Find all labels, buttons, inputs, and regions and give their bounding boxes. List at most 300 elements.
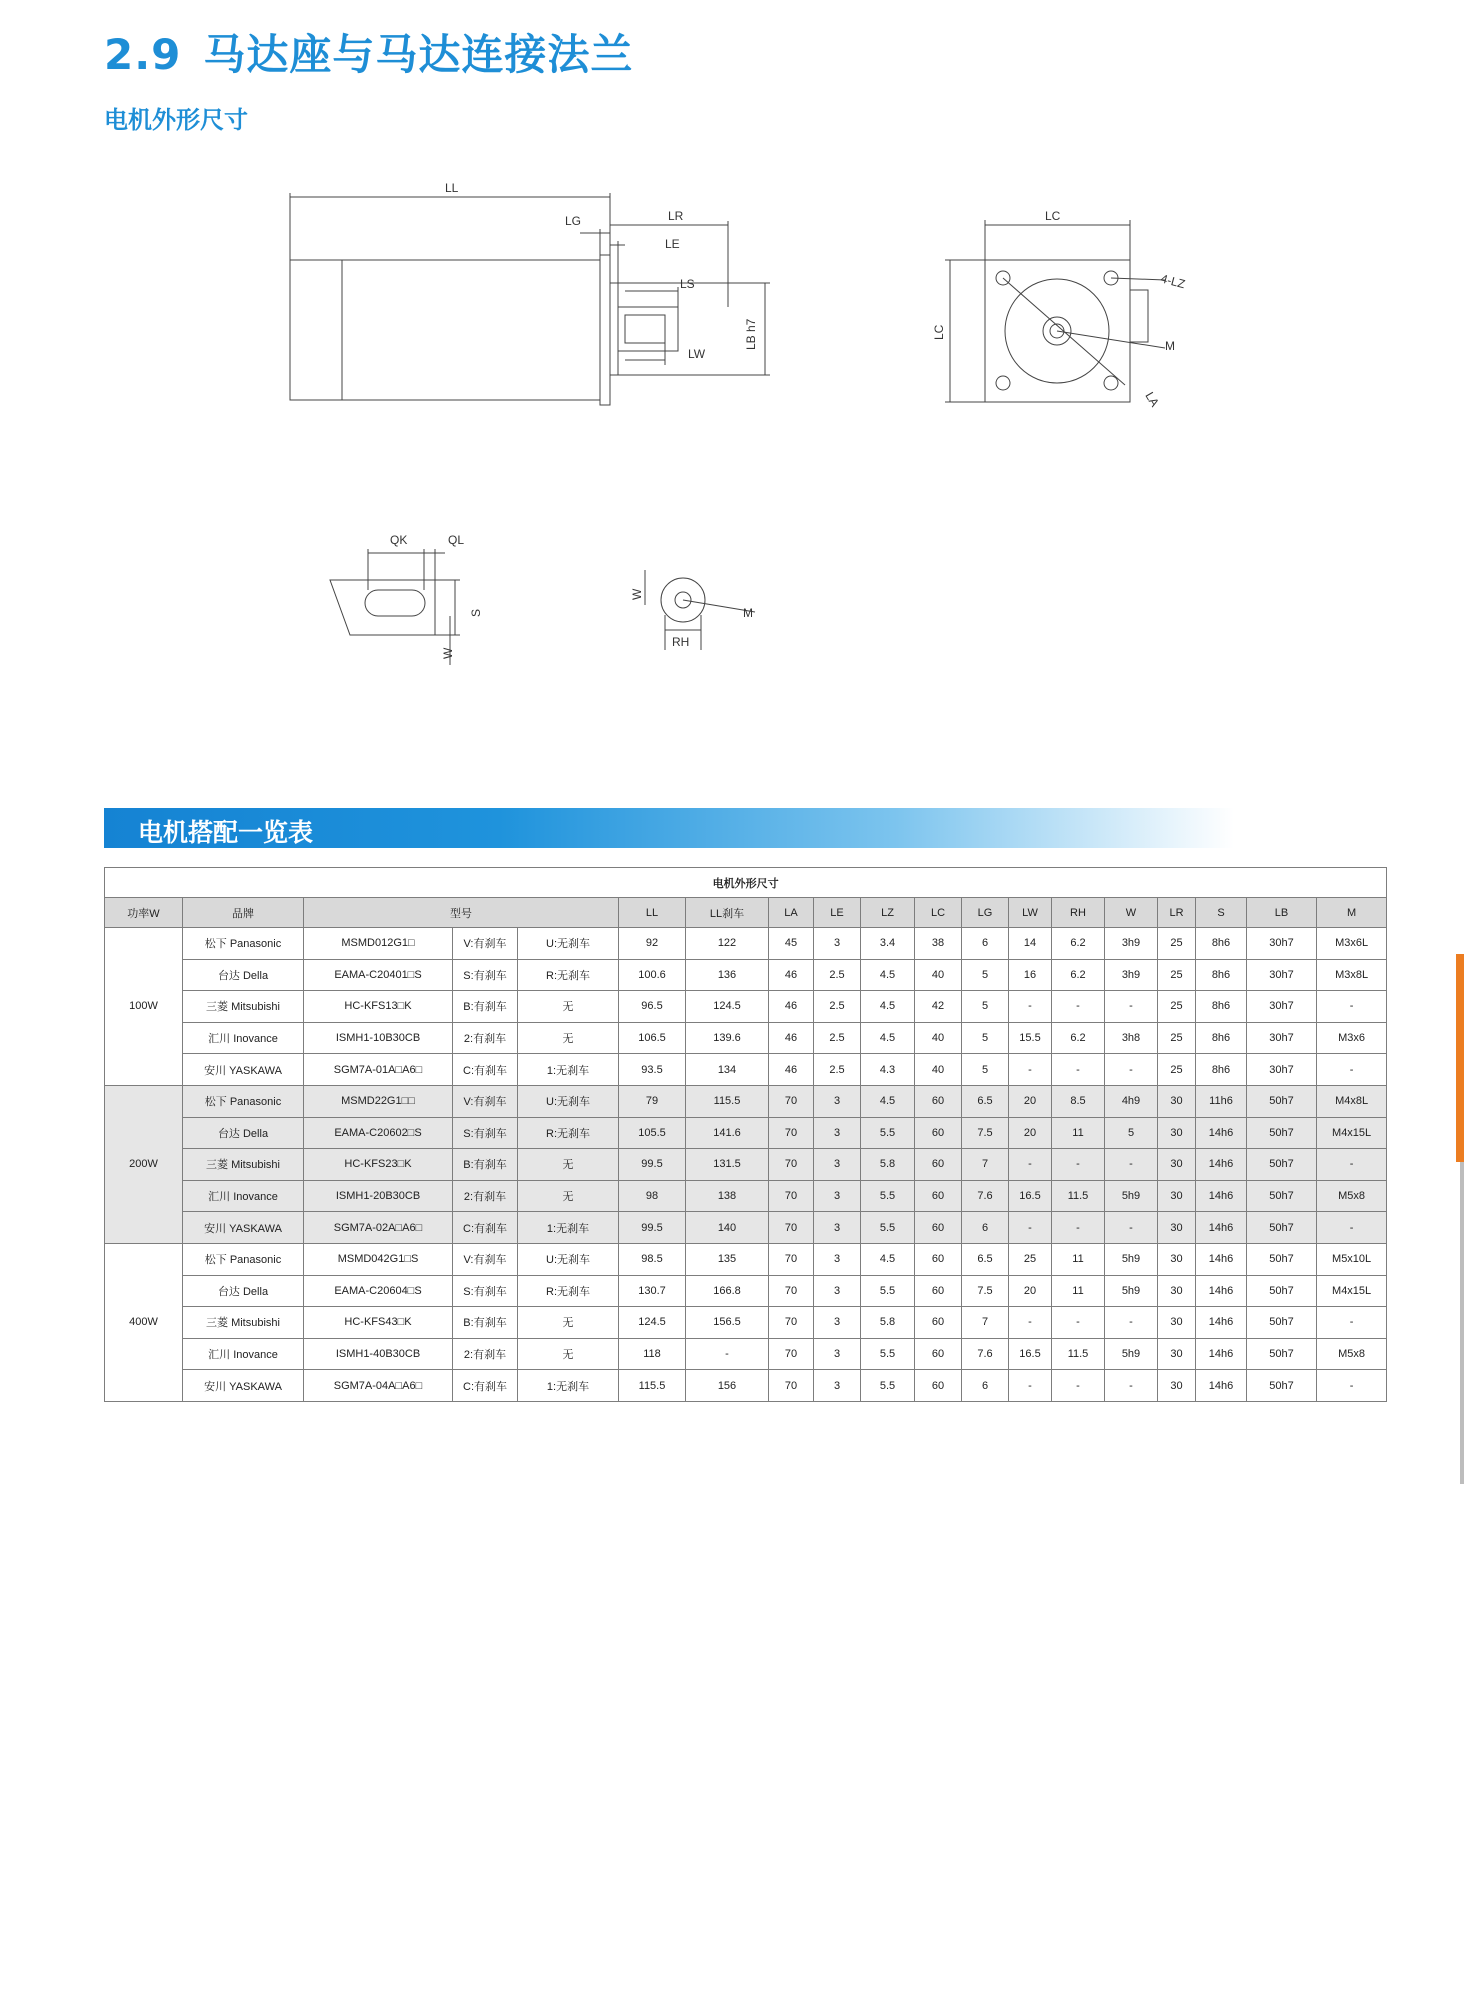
model-cell: MSMD012G1□: [304, 928, 453, 960]
table-header-row: [105, 898, 1387, 928]
table-cell: -: [1105, 1212, 1158, 1244]
page-title: [104, 22, 633, 82]
table-cell: -: [1052, 1054, 1105, 1086]
table-cell: 105.5: [619, 1117, 686, 1149]
table-cell: 70: [769, 1275, 814, 1307]
table-cell: 139.6: [686, 1022, 769, 1054]
model-cell: ISMH1-10B30CB: [304, 1022, 453, 1054]
table-cell: 14h6: [1196, 1117, 1247, 1149]
table-row: [105, 1212, 1387, 1244]
table-cell: 1:无刹车: [518, 1054, 619, 1086]
table-cell: -: [1317, 1054, 1387, 1086]
table-cell: 70: [769, 1180, 814, 1212]
column-header: 功率W: [105, 898, 183, 928]
brand-cell: 台达 Della: [183, 1275, 304, 1307]
table-cell: -: [1009, 1307, 1052, 1339]
table-cell: 70: [769, 1085, 814, 1117]
model-cell: ISMH1-20B30CB: [304, 1180, 453, 1212]
table-caption: 电机外形尺寸: [105, 868, 1387, 898]
table-cell: 14h6: [1196, 1243, 1247, 1275]
table-row: [105, 1149, 1387, 1181]
table-cell: 60: [915, 1370, 962, 1402]
table-cell: 11: [1052, 1117, 1105, 1149]
table-cell: 8.5: [1052, 1085, 1105, 1117]
table-cell: 3: [814, 1307, 861, 1339]
brand-cell: 安川 YASKAWA: [183, 1054, 304, 1086]
table-cell: 7.6: [962, 1338, 1009, 1370]
table-cell: 124.5: [619, 1307, 686, 1339]
column-header: LA: [769, 898, 814, 928]
table-cell: U:无刹车: [518, 928, 619, 960]
brand-cell: 汇川 Inovance: [183, 1338, 304, 1370]
table-cell: 3: [814, 1338, 861, 1370]
dim-4-LZ: 4-LZ: [1159, 271, 1187, 292]
table-cell: 156.5: [686, 1307, 769, 1339]
table-cell: 60: [915, 1307, 962, 1339]
table-cell: 5: [1105, 1117, 1158, 1149]
table-cell: C:有刹车: [453, 1212, 518, 1244]
table-cell: 30: [1158, 1117, 1196, 1149]
table-cell: -: [1105, 1149, 1158, 1181]
title-text: 马达座与马达连接法兰: [203, 30, 634, 79]
table-cell: 5.5: [861, 1117, 915, 1149]
table-cell: 3: [814, 1212, 861, 1244]
table-cell: 2.5: [814, 1022, 861, 1054]
table-cell: 1:无刹车: [518, 1212, 619, 1244]
table-cell: 30h7: [1247, 1054, 1317, 1086]
power-cell: 200W: [105, 1085, 183, 1243]
table-cell: 96.5: [619, 991, 686, 1023]
table-cell: M3x6: [1317, 1022, 1387, 1054]
table-cell: M5x8: [1317, 1180, 1387, 1212]
dim-LC-side: LC: [932, 324, 946, 340]
table-cell: 无: [518, 1338, 619, 1370]
brand-cell: 三菱 Mitsubishi: [183, 991, 304, 1023]
table-cell: 3: [814, 1370, 861, 1402]
table-cell: R:无刹车: [518, 959, 619, 991]
table-cell: 3: [814, 1085, 861, 1117]
table-cell: 4.5: [861, 959, 915, 991]
section-number: 2.9: [104, 30, 182, 79]
dim-LR: LR: [668, 209, 684, 223]
column-header: 型号: [304, 898, 619, 928]
shaft-end-view-drawing: [615, 560, 765, 660]
table-cell: 3h9: [1105, 928, 1158, 960]
table-cell: 46: [769, 1054, 814, 1086]
table-cell: 138: [686, 1180, 769, 1212]
table-cell: 14h6: [1196, 1370, 1247, 1402]
table-cell: 131.5: [686, 1149, 769, 1181]
table-cell: 6: [962, 928, 1009, 960]
table-cell: 135: [686, 1243, 769, 1275]
dim-LC-top: LC: [1045, 209, 1061, 223]
table-cell: 7.5: [962, 1117, 1009, 1149]
dim-LA: LA: [1142, 389, 1162, 410]
table-cell: 30h7: [1247, 928, 1317, 960]
table-row: [105, 1338, 1387, 1370]
table-cell: 30h7: [1247, 1022, 1317, 1054]
power-group: [105, 1085, 1387, 1243]
table-cell: -: [1105, 991, 1158, 1023]
table-cell: 166.8: [686, 1275, 769, 1307]
table-cell: 93.5: [619, 1054, 686, 1086]
column-header: M: [1317, 898, 1387, 928]
column-header: LW: [1009, 898, 1052, 928]
table-row: [105, 959, 1387, 991]
column-header: RH: [1052, 898, 1105, 928]
table-cell: 50h7: [1247, 1307, 1317, 1339]
dim-LG: LG: [565, 214, 582, 228]
table-cell: 92: [619, 928, 686, 960]
motor-side-view-drawing: [280, 175, 780, 410]
dim-S: S: [469, 608, 483, 617]
column-header: 品牌: [183, 898, 304, 928]
table-cell: 70: [769, 1117, 814, 1149]
table-row: [105, 1117, 1387, 1149]
table-cell: 50h7: [1247, 1149, 1317, 1181]
table-cell: 11.5: [1052, 1180, 1105, 1212]
table-cell: B:有刹车: [453, 1149, 518, 1181]
table-cell: -: [1317, 1212, 1387, 1244]
power-cell: 100W: [105, 928, 183, 1086]
table-cell: 25: [1158, 928, 1196, 960]
table-cell: 106.5: [619, 1022, 686, 1054]
table-cell: S:有刹车: [453, 1275, 518, 1307]
table-cell: 3: [814, 1275, 861, 1307]
table-cell: -: [1009, 1149, 1052, 1181]
table-cell: 20: [1009, 1275, 1052, 1307]
table-cell: -: [1052, 1212, 1105, 1244]
table-cell: 无: [518, 1307, 619, 1339]
table-cell: 42: [915, 991, 962, 1023]
shaft-key-view-drawing: [320, 525, 520, 665]
table-cell: 6.5: [962, 1085, 1009, 1117]
table-cell: 无: [518, 1022, 619, 1054]
table-cell: 14h6: [1196, 1180, 1247, 1212]
table-row: [105, 1054, 1387, 1086]
table-cell: -: [1105, 1307, 1158, 1339]
table-cell: 46: [769, 959, 814, 991]
table-cell: -: [686, 1338, 769, 1370]
table-row: [105, 1085, 1387, 1117]
table-cell: 16.5: [1009, 1338, 1052, 1370]
section-header-bar: [104, 808, 1234, 848]
table-cell: 5h9: [1105, 1275, 1158, 1307]
table-cell: 50h7: [1247, 1338, 1317, 1370]
column-header: LC: [915, 898, 962, 928]
table-cell: 122: [686, 928, 769, 960]
table-cell: 50h7: [1247, 1212, 1317, 1244]
table-cell: 11h6: [1196, 1085, 1247, 1117]
column-header: LG: [962, 898, 1009, 928]
table-cell: 3: [814, 1180, 861, 1212]
table-cell: 60: [915, 1275, 962, 1307]
table-cell: 7.6: [962, 1180, 1009, 1212]
table-row: [105, 1022, 1387, 1054]
table-cell: 4.3: [861, 1054, 915, 1086]
motor-front-view-drawing: [920, 200, 1210, 415]
table-cell: 124.5: [686, 991, 769, 1023]
table-cell: 30: [1158, 1243, 1196, 1275]
table-cell: 5: [962, 959, 1009, 991]
table-cell: 25: [1009, 1243, 1052, 1275]
model-cell: SGM7A-02A□A6□: [304, 1212, 453, 1244]
table-cell: 6.2: [1052, 1022, 1105, 1054]
table-cell: 140: [686, 1212, 769, 1244]
table-cell: M4x15L: [1317, 1275, 1387, 1307]
table-cell: 30: [1158, 1180, 1196, 1212]
table-cell: 30: [1158, 1370, 1196, 1402]
table-cell: 2.5: [814, 1054, 861, 1086]
table-cell: 141.6: [686, 1117, 769, 1149]
dim-LE: LE: [665, 237, 680, 251]
table-cell: 3: [814, 928, 861, 960]
table-cell: 40: [915, 1022, 962, 1054]
table-cell: 无: [518, 991, 619, 1023]
table-cell: 5.5: [861, 1275, 915, 1307]
table-cell: 30h7: [1247, 959, 1317, 991]
table-cell: M4x15L: [1317, 1117, 1387, 1149]
table-cell: -: [1052, 991, 1105, 1023]
table-cell: 156: [686, 1370, 769, 1402]
brand-cell: 安川 YASKAWA: [183, 1370, 304, 1402]
table-cell: 70: [769, 1212, 814, 1244]
table-cell: 30: [1158, 1275, 1196, 1307]
table-cell: 25: [1158, 1022, 1196, 1054]
table-cell: 99.5: [619, 1149, 686, 1181]
table-cell: 130.7: [619, 1275, 686, 1307]
table-cell: V:有刹车: [453, 928, 518, 960]
table-row: [105, 1243, 1387, 1275]
table-cell: 6.2: [1052, 959, 1105, 991]
table-cell: 3h8: [1105, 1022, 1158, 1054]
table-cell: 60: [915, 1180, 962, 1212]
table-cell: 1:无刹车: [518, 1370, 619, 1402]
table-cell: 118: [619, 1338, 686, 1370]
model-cell: EAMA-C20401□S: [304, 959, 453, 991]
column-header: LZ: [861, 898, 915, 928]
brand-cell: 安川 YASKAWA: [183, 1212, 304, 1244]
table-cell: -: [1317, 1149, 1387, 1181]
side-edge-line: [1460, 1162, 1464, 1484]
dim-QL: QL: [448, 533, 465, 547]
section-header-title: 电机搭配一览表: [138, 818, 314, 847]
table-cell: 20: [1009, 1117, 1052, 1149]
table-row: [105, 991, 1387, 1023]
table-cell: 60: [915, 1243, 962, 1275]
table-cell: 70: [769, 1370, 814, 1402]
table-cell: 60: [915, 1117, 962, 1149]
table-cell: 60: [915, 1085, 962, 1117]
table-cell: 70: [769, 1149, 814, 1181]
table-cell: 50h7: [1247, 1243, 1317, 1275]
table-cell: 7: [962, 1307, 1009, 1339]
table-cell: 70: [769, 1243, 814, 1275]
brand-cell: 汇川 Inovance: [183, 1180, 304, 1212]
table-cell: 14: [1009, 928, 1052, 960]
table-cell: 50h7: [1247, 1117, 1317, 1149]
column-header: LR: [1158, 898, 1196, 928]
table-cell: 16: [1009, 959, 1052, 991]
table-cell: 5h9: [1105, 1243, 1158, 1275]
table-cell: 3: [814, 1243, 861, 1275]
table-cell: 5h9: [1105, 1180, 1158, 1212]
table-cell: 11: [1052, 1243, 1105, 1275]
table-cell: 50h7: [1247, 1275, 1317, 1307]
table-cell: 2:有刹车: [453, 1180, 518, 1212]
table-row: [105, 1180, 1387, 1212]
brand-cell: 台达 Della: [183, 1117, 304, 1149]
page-subtitle: 电机外形尺寸: [104, 106, 248, 134]
dim-W-end: W: [630, 588, 644, 600]
table-cell: 46: [769, 991, 814, 1023]
table-cell: 无: [518, 1180, 619, 1212]
table-row: [105, 928, 1387, 960]
brand-cell: 松下 Panasonic: [183, 928, 304, 960]
model-cell: HC-KFS13□K: [304, 991, 453, 1023]
column-header: LB: [1247, 898, 1317, 928]
table-row: [105, 1275, 1387, 1307]
table-cell: M4x8L: [1317, 1085, 1387, 1117]
table-cell: 134: [686, 1054, 769, 1086]
table-cell: -: [1052, 1307, 1105, 1339]
table-cell: 70: [769, 1307, 814, 1339]
motor-spec-table: [104, 867, 1387, 1402]
table-cell: 7.5: [962, 1275, 1009, 1307]
model-cell: MSMD042G1□S: [304, 1243, 453, 1275]
table-cell: -: [1317, 1307, 1387, 1339]
table-cell: 100.6: [619, 959, 686, 991]
table-cell: 5.5: [861, 1370, 915, 1402]
dim-LS: LS: [680, 277, 695, 291]
table-cell: 8h6: [1196, 1022, 1247, 1054]
table-cell: 3: [814, 1117, 861, 1149]
table-cell: 6.5: [962, 1243, 1009, 1275]
table-cell: 4.5: [861, 1022, 915, 1054]
table-cell: -: [1317, 991, 1387, 1023]
table-cell: U:无刹车: [518, 1085, 619, 1117]
side-tab-marker: [1456, 954, 1464, 1162]
power-group: [105, 928, 1387, 1086]
table-cell: 99.5: [619, 1212, 686, 1244]
dim-LW: LW: [688, 347, 706, 361]
table-cell: 20: [1009, 1085, 1052, 1117]
table-cell: 14h6: [1196, 1149, 1247, 1181]
brand-cell: 松下 Panasonic: [183, 1085, 304, 1117]
table-cell: -: [1105, 1054, 1158, 1086]
table-cell: 38: [915, 928, 962, 960]
dim-LB: LB h7: [744, 318, 758, 350]
table-cell: 115.5: [686, 1085, 769, 1117]
table-cell: 60: [915, 1212, 962, 1244]
table-cell: 60: [915, 1149, 962, 1181]
table-cell: 50h7: [1247, 1085, 1317, 1117]
table-cell: 45: [769, 928, 814, 960]
table-cell: V:有刹车: [453, 1243, 518, 1275]
model-cell: EAMA-C20604□S: [304, 1275, 453, 1307]
table-cell: R:无刹车: [518, 1275, 619, 1307]
table-cell: -: [1052, 1149, 1105, 1181]
table-cell: 98.5: [619, 1243, 686, 1275]
table-cell: U:无刹车: [518, 1243, 619, 1275]
dim-W-key: W: [441, 647, 455, 659]
table-cell: 8h6: [1196, 928, 1247, 960]
table-cell: 46: [769, 1022, 814, 1054]
table-cell: 7: [962, 1149, 1009, 1181]
table-cell: 30: [1158, 1085, 1196, 1117]
model-cell: MSMD22G1□□: [304, 1085, 453, 1117]
table-cell: 6: [962, 1370, 1009, 1402]
table-cell: 16.5: [1009, 1180, 1052, 1212]
table-cell: 3.4: [861, 928, 915, 960]
table-cell: 4h9: [1105, 1085, 1158, 1117]
model-cell: SGM7A-01A□A6□: [304, 1054, 453, 1086]
model-cell: HC-KFS43□K: [304, 1307, 453, 1339]
table-cell: 3: [814, 1149, 861, 1181]
table-cell: -: [1009, 1054, 1052, 1086]
table-cell: 8h6: [1196, 991, 1247, 1023]
dim-RH: RH: [672, 635, 690, 649]
table-cell: 25: [1158, 959, 1196, 991]
table-cell: 70: [769, 1338, 814, 1370]
power-group: [105, 1243, 1387, 1401]
table-cell: 14h6: [1196, 1212, 1247, 1244]
table-cell: 50h7: [1247, 1180, 1317, 1212]
table-cell: 6.2: [1052, 928, 1105, 960]
table-cell: -: [1009, 1212, 1052, 1244]
table-cell: M3x8L: [1317, 959, 1387, 991]
dim-M-end: M: [743, 606, 753, 620]
table-cell: 5.5: [861, 1212, 915, 1244]
table-cell: 2.5: [814, 959, 861, 991]
table-cell: 2:有刹车: [453, 1338, 518, 1370]
table-cell: 40: [915, 959, 962, 991]
model-cell: ISMH1-40B30CB: [304, 1338, 453, 1370]
model-cell: HC-KFS23□K: [304, 1149, 453, 1181]
table-cell: 4.5: [861, 1243, 915, 1275]
column-header: S: [1196, 898, 1247, 928]
table-row: [105, 1307, 1387, 1339]
table-cell: B:有刹车: [453, 991, 518, 1023]
table-cell: 5: [962, 991, 1009, 1023]
table-cell: 3h9: [1105, 959, 1158, 991]
table-cell: M5x8: [1317, 1338, 1387, 1370]
table-cell: C:有刹车: [453, 1054, 518, 1086]
table-cell: 30: [1158, 1212, 1196, 1244]
table-cell: 11.5: [1052, 1338, 1105, 1370]
table-cell: 5.8: [861, 1307, 915, 1339]
table-cell: 30: [1158, 1149, 1196, 1181]
table-cell: 60: [915, 1338, 962, 1370]
table-cell: 4.5: [861, 1085, 915, 1117]
table-cell: -: [1009, 1370, 1052, 1402]
table-cell: 14h6: [1196, 1307, 1247, 1339]
table-cell: 5h9: [1105, 1338, 1158, 1370]
table-cell: 98: [619, 1180, 686, 1212]
table-cell: 136: [686, 959, 769, 991]
table-cell: 40: [915, 1054, 962, 1086]
table-cell: 25: [1158, 991, 1196, 1023]
column-header: LL: [619, 898, 686, 928]
table-cell: C:有刹车: [453, 1370, 518, 1402]
table-row: [105, 1370, 1387, 1402]
table-cell: 2.5: [814, 991, 861, 1023]
table-cell: -: [1009, 991, 1052, 1023]
brand-cell: 三菱 Mitsubishi: [183, 1307, 304, 1339]
table-cell: 30: [1158, 1338, 1196, 1370]
table-cell: 8h6: [1196, 1054, 1247, 1086]
column-header: LE: [814, 898, 861, 928]
